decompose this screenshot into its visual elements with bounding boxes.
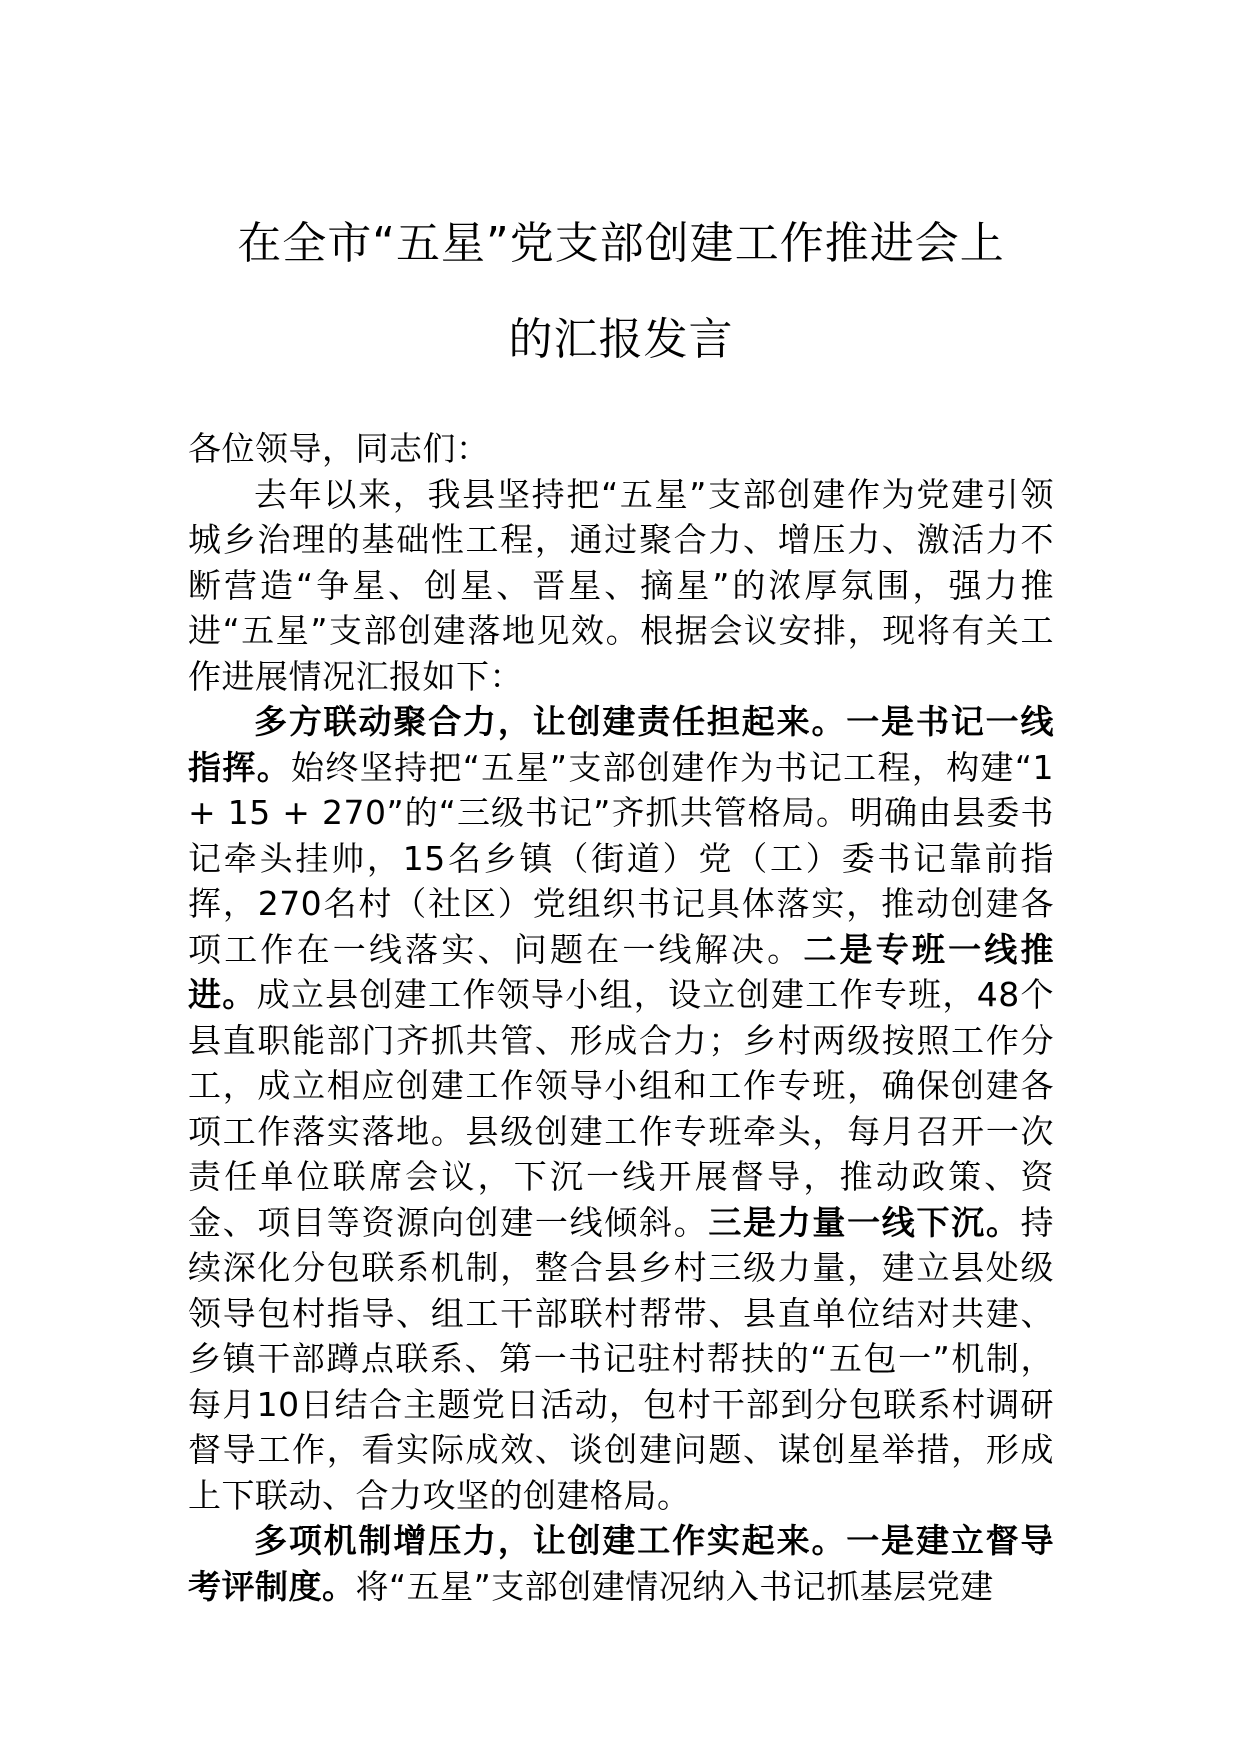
- section-1-paragraph: [188, 699, 1054, 1518]
- document-page: [188, 196, 1054, 1609]
- document-body: [188, 426, 1054, 1609]
- section-1-point-2-text: 成立县创建工作领导小组，设立创建工作专班，48个县直职能部门齐抓共管、形成合力；乡村两级按照工作分工，成立相应创建工作领导小组和工作专班，确保创建各项工作落实落地。县级创建工作专班牵头，每月召开一次责任单位联席会议，下沉一线开展督导，推动政策、资金、项目等资源向创建一线倾斜。: [188, 975, 1055, 1242]
- section-2-heading: 多项机制增压力，让创建工作实起来。: [254, 1521, 847, 1560]
- section-1-point-2-title: 二是专班一线推进。: [188, 929, 1055, 1014]
- section-2-point-1-text: 将“五星”支部创建情况纳入书记抓基层党建: [355, 1566, 994, 1606]
- title-line-1: 在全市“五星”党支部创建工作推进会上: [237, 218, 1005, 269]
- section-1-point-3-text: 持续深化分包联系机制，整合县乡村三级力量，建立县处级领导包村指导、组工干部联村帮带、县直单位结对共建、乡镇干部蹲点联系、第一书记驻村帮扶的“五包一”机制，每月10日结合主题党日活动，包村干部到分包联系村调研督导工作，看实际成效、谈创建问题、谋创星举措，形成上下联动、合力攻坚的创建格局。: [188, 1202, 1054, 1515]
- salutation: 各位领导，同志们：: [188, 429, 490, 468]
- title-line-2: 的汇报发言: [508, 314, 734, 365]
- section-2-point-1-title: 一是建立督导考评制度。: [188, 1521, 1055, 1606]
- intro-paragraph: 去年以来，我县坚持把“五星”支部创建作为党建引领城乡治理的基础性工程，通过聚合力、增压力、激活力不断营造“争星、创星、晋星、摘星”的浓厚氛围，强力推进“五星”支部创建落地见效。根据会议安排，现将有关工作进展情况汇报如下：: [188, 474, 1054, 696]
- section-1-point-3-title: 三是力量一线下沉。: [708, 1202, 1021, 1242]
- section-1-heading: 多方联动聚合力，让创建责任担起来。: [254, 702, 847, 741]
- document-title: [188, 196, 1054, 388]
- section-2-paragraph: [188, 1518, 1054, 1609]
- section-1-point-1-title: 一是书记一线指挥。: [188, 702, 1055, 787]
- section-1-point-1-text: 始终坚持把“五星”支部创建作为书记工程，构建“1 + 15 + 270”的“三级书记”齐抓共管格局。明确由县委书记牵头挂帅，15名乡镇（街道）党（工）委书记靠前指挥，270名村（社区）党组织书记具体落实，推动创建各项工作在一线落实、问题在一线解决。: [188, 747, 1054, 969]
